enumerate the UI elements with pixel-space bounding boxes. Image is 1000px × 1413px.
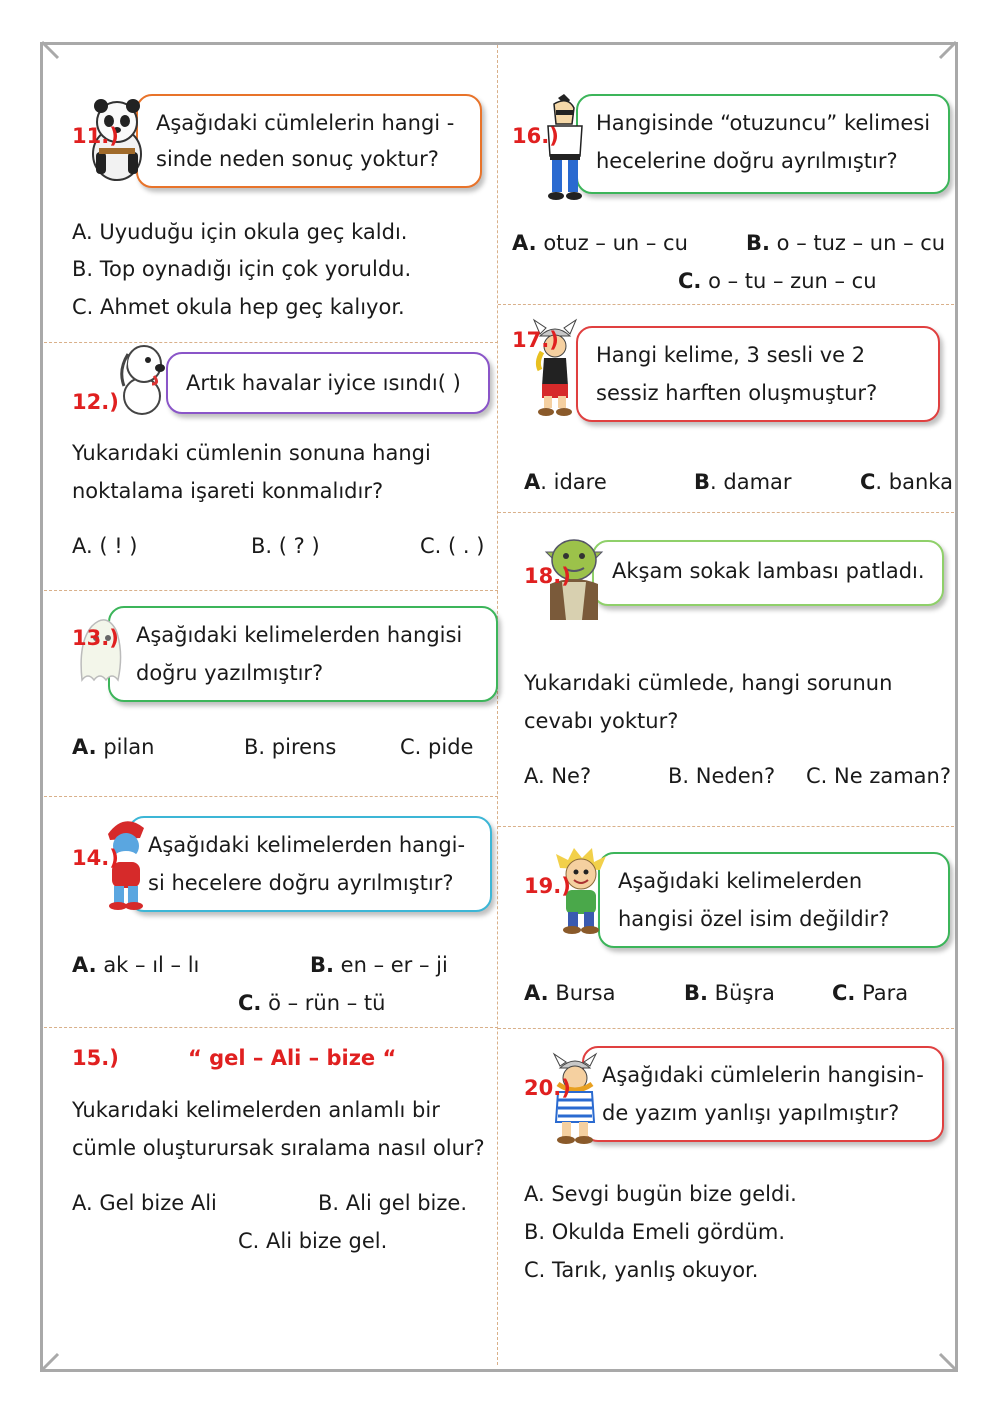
answer-option-c[interactable]: C. Ne zaman? [806,764,951,788]
answer-option-a[interactable] [524,981,615,1005]
option-letter: C. [832,981,856,1005]
section-divider [498,304,954,305]
option-text: Büşra [714,981,775,1005]
dog-icon [114,340,174,416]
answer-option-b[interactable]: B. Okulda Emeli gördüm. [524,1220,786,1244]
answer-option-a[interactable] [512,231,688,255]
option-text: o – tuz – un – cu [776,231,946,255]
bubble-line: Aşağıdaki kelimelerden hangi- [148,833,466,857]
question-text: cevabı yoktur? [524,709,679,733]
question-number: 11.) [72,124,119,148]
answer-option-c[interactable] [860,470,953,494]
scrambled-words: “ gel – Ali – bize “ [188,1046,397,1070]
bubble-line: sinde neden sonuç yoktur? [156,147,439,171]
answer-option-c[interactable]: C. Ahmet okula hep geç kalıyor. [72,295,405,319]
answer-option-b[interactable] [310,953,448,977]
answer-option-b[interactable]: B. Top oynadığı için çok yoruldu. [72,257,412,281]
option-letter: C [860,470,876,494]
answer-option-a[interactable] [72,735,155,759]
answer-option-a[interactable]: A. Gel bize Ali [72,1191,217,1215]
answer-option-b[interactable] [244,735,336,759]
corner-ornament [40,40,60,60]
bubble-line: doğru yazılmıştır? [136,661,324,685]
question-number: 19.) [524,874,571,898]
corner-ornament [938,40,958,60]
answer-option-a[interactable]: A. ( ! ) [72,534,138,558]
question-number: 17.) [512,328,559,352]
option-letter: B. [684,981,708,1005]
question-text: noktalama işareti konmalıdır? [72,479,384,503]
bubble-line: si hecelere doğru ayrılmıştır? [148,871,454,895]
question-number: 14.) [72,846,119,870]
question-text: Yukarıdaki cümlenin sonuna hangi [72,441,431,465]
hero-icon [540,94,590,204]
question-bubble [128,816,492,912]
bubble-line: Aşağıdaki cümlelerin hangi - [156,111,455,135]
answer-option-c[interactable]: C. Tarık, yanlış okuyor. [524,1258,759,1282]
section-divider [44,342,498,343]
question-bubble [582,1046,944,1142]
corner-ornament [40,1352,60,1372]
answer-option-b[interactable] [746,231,945,255]
option-text: pilan [103,735,155,759]
answer-option-c[interactable]: C. Ali bize gel. [238,1229,388,1253]
corner-ornament [938,1352,958,1372]
question-bubble [598,852,950,948]
option-text: . banka [875,470,953,494]
question-text: Yukarıdaki kelimelerden anlamlı bir [72,1098,440,1122]
question-number: 13.) [72,626,119,650]
section-divider [44,796,498,797]
answer-option-a[interactable]: A. Ne? [524,764,592,788]
option-text: ak – ıl – lı [103,953,200,977]
option-text: pide [428,735,474,759]
option-letter: B. [310,953,334,977]
question-bubble [576,326,940,422]
column-divider [497,45,498,1365]
bubble-line: sessiz harften oluşmuştur? [596,381,878,405]
bubble-line: Aşağıdaki kelimelerden [618,869,863,893]
answer-option-c[interactable] [678,269,877,293]
question-bubble [576,94,950,194]
question-number: 12.) [72,390,119,414]
option-letter: C. [678,269,702,293]
option-letter: A. [72,735,97,759]
answer-option-b[interactable]: B. ( ? ) [251,534,320,558]
question-text: cümle oluşturursak sıralama nasıl olur? [72,1136,485,1160]
section-divider [44,1027,498,1028]
option-letter: B. [746,231,770,255]
option-text: Para [862,981,909,1005]
option-text: ö – rün – tü [268,991,386,1015]
question-number: 20.) [524,1076,571,1100]
option-letter: A [524,470,541,494]
section-divider [498,826,954,827]
option-text: Bursa [555,981,616,1005]
answer-option-a[interactable]: A. Uyuduğu için okula geç kaldı. [72,220,408,244]
question-text: Yukarıdaki cümlede, hangi sorunun [524,671,893,695]
option-letter: A. [524,981,549,1005]
option-text: otuz – un – cu [543,231,688,255]
bubble-line: Hangi kelime, 3 sesli ve 2 [596,343,866,367]
option-text: o – tu – zun – cu [708,269,877,293]
option-text: pirens [271,735,337,759]
option-text: . idare [540,470,607,494]
option-letter: B. [244,735,266,759]
option-text: en – er – ji [340,953,448,977]
question-number: 16.) [512,124,559,148]
answer-option-b[interactable]: B. Ali gel bize. [318,1191,468,1215]
answer-option-c[interactable] [832,981,908,1005]
question-number: 18.) [524,564,571,588]
section-divider [498,512,954,513]
section-divider [498,1028,954,1029]
answer-option-a[interactable] [524,470,607,494]
answer-option-a[interactable]: A. Sevgi bugün bize geldi. [524,1182,797,1206]
answer-option-b[interactable]: B. Neden? [668,764,776,788]
question-bubble [108,606,498,702]
bubble-line: Hangisinde “otuzuncu” kelimesi [596,111,931,135]
bubble-line: hecelerine doğru ayrılmıştır? [596,149,898,173]
section-divider [44,590,498,591]
bubble-line: de yazım yanlışı yapılmıştır? [602,1101,900,1125]
question-bubble: Akşam sokak lambası patladı. [592,540,944,606]
option-letter: C. [238,991,262,1015]
option-letter: A. [72,953,97,977]
option-letter: A. [512,231,537,255]
question-number: 15.) [72,1046,119,1070]
answer-option-c[interactable] [400,735,473,759]
option-text: . damar [710,470,792,494]
option-letter: B [694,470,711,494]
answer-option-c[interactable] [238,991,385,1015]
bubble-line: Aşağıdaki cümlelerin hangisin- [602,1063,924,1087]
bubble-line: Aşağıdaki kelimelerden hangisi [136,623,463,647]
bubble-line: hangisi özel isim değildir? [618,907,890,931]
answer-option-c[interactable]: C. ( . ) [420,534,485,558]
question-bubble [136,94,482,188]
answer-option-b[interactable] [684,981,775,1005]
answer-option-b[interactable] [694,470,792,494]
question-bubble: Artık havalar iyice ısındı( ) [166,352,490,414]
answer-option-a[interactable] [72,953,199,977]
option-letter: C. [400,735,422,759]
